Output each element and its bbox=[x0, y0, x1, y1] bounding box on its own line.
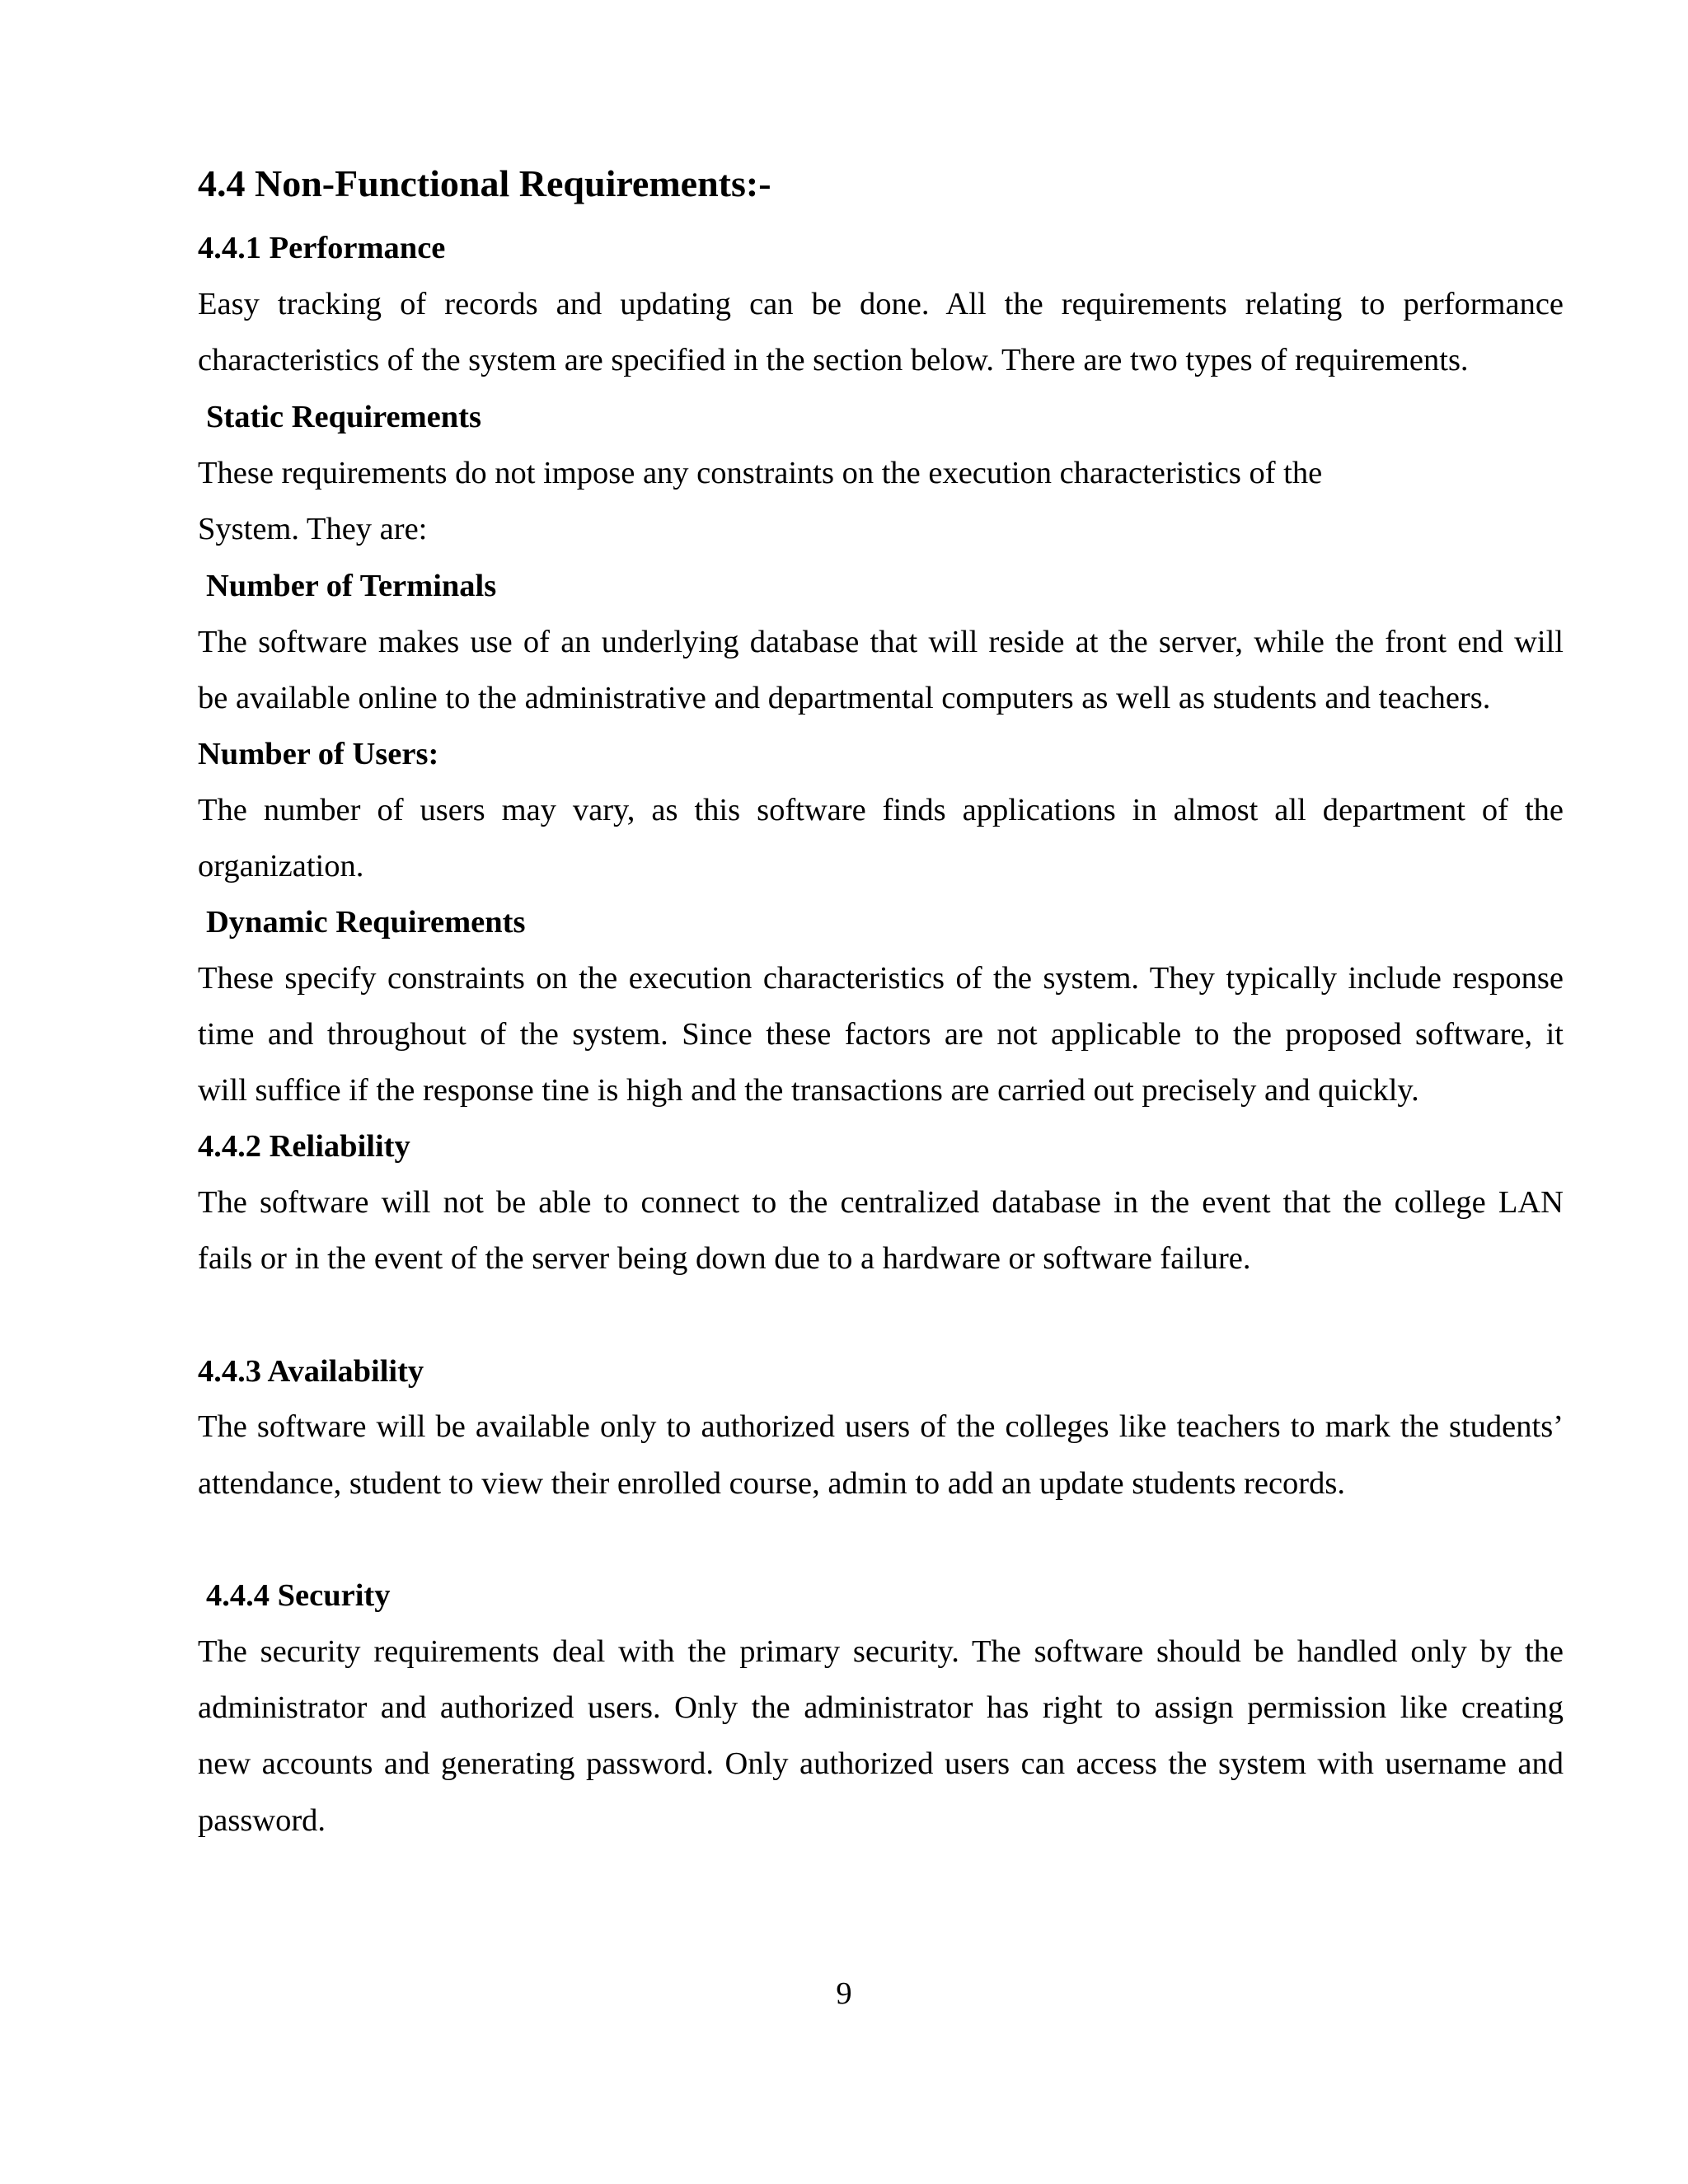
page-number: 9 bbox=[836, 1976, 852, 2011]
static-line-2: System. They are: bbox=[198, 512, 428, 546]
security-line-4: password. bbox=[198, 1803, 326, 1838]
heading-performance: 4.4.1 Performance bbox=[198, 231, 446, 265]
page-title: 4.4 Non-Functional Requirements:- bbox=[198, 162, 771, 204]
heading-security: 4.4.4 Security bbox=[206, 1578, 391, 1613]
static-line-1: These requirements do not impose any constraints on the execution characteristics of the bbox=[198, 456, 1323, 490]
security-line-3: new accounts and generating password. Only authorized users can access the system with username and bbox=[198, 1746, 1564, 1781]
performance-line-1: Easy tracking of records and updating can be done. All the requirements relating to performance bbox=[198, 287, 1564, 321]
security-line-2: administrator and authorized users. Only the administrator has right to assign permission like creating bbox=[198, 1690, 1564, 1725]
terminals-line-2: be available online to the administrative and departmental computers as well as students and teachers. bbox=[198, 681, 1491, 715]
heading-number-of-users: Number of Users: bbox=[198, 737, 439, 771]
availability-line-1: The software will be available only to authorized users of the colleges like teachers to mark the students’ bbox=[198, 1409, 1564, 1444]
security-line-1: The security requirements deal with the primary security. The software should be handled only by the bbox=[198, 1634, 1564, 1669]
reliability-line-2: fails or in the event of the server being down due to a hardware or software failure. bbox=[198, 1241, 1251, 1276]
dynamic-line-1: These specify constraints on the execution characteristics of the system. They typically include response bbox=[198, 961, 1564, 996]
dynamic-line-2: time and throughout of the system. Since these factors are not applicable to the proposed software, it bbox=[198, 1017, 1564, 1052]
users-line-1: The number of users may vary, as this software finds applications in almost all department of the bbox=[198, 793, 1564, 827]
availability-line-2: attendance, student to view their enrolled course, admin to add an update students records. bbox=[198, 1466, 1345, 1501]
heading-availability: 4.4.3 Availability bbox=[198, 1354, 424, 1389]
heading-static-requirements: Static Requirements bbox=[206, 400, 481, 434]
heading-number-of-terminals: Number of Terminals bbox=[206, 569, 497, 603]
heading-reliability: 4.4.2 Reliability bbox=[198, 1129, 410, 1164]
users-line-2: organization. bbox=[198, 849, 364, 883]
dynamic-line-3: will suffice if the response tine is high and the transactions are carried out precisely and quickly. bbox=[198, 1073, 1419, 1108]
performance-line-2: characteristics of the system are specified in the section below. There are two types of requirements. bbox=[198, 343, 1469, 377]
terminals-line-1: The software makes use of an underlying database that will reside at the server, while the front end will bbox=[198, 625, 1564, 659]
heading-dynamic-requirements: Dynamic Requirements bbox=[206, 905, 526, 940]
reliability-line-1: The software will not be able to connect to the centralized database in the event that the college LAN bbox=[198, 1185, 1564, 1220]
